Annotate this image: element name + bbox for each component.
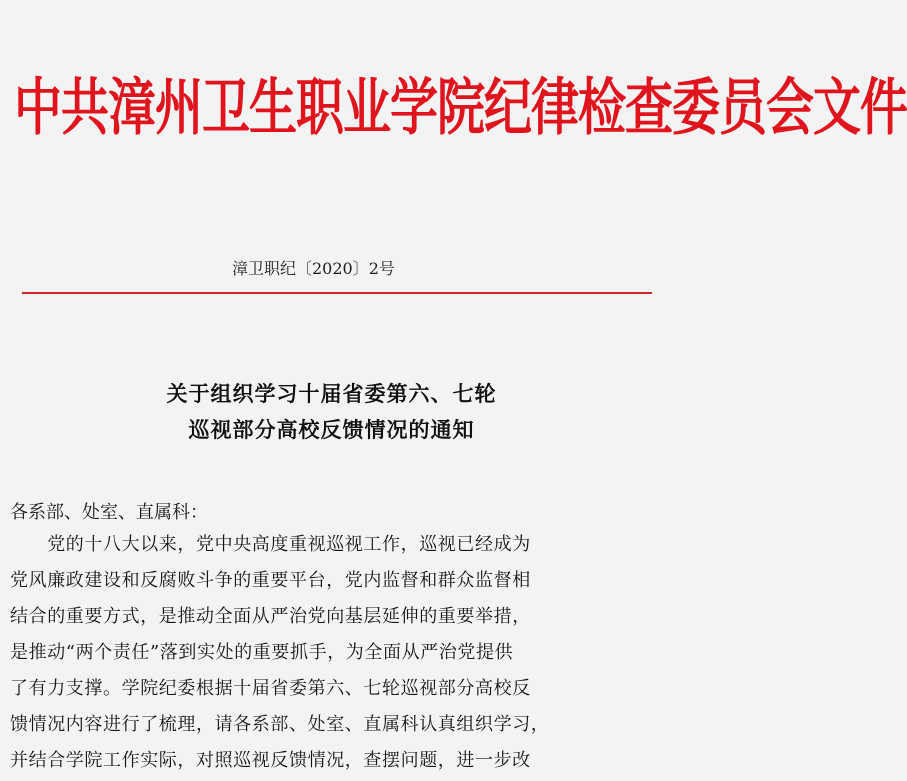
header-red-rule — [22, 292, 652, 294]
body-line-5: 了有力支撑。学院纪委根据十届省委第六、七轮巡视部分高校反 — [10, 678, 531, 699]
salutation: 各系部、处室、直属科： — [10, 502, 208, 523]
notice-title-line-1: 关于组织学习十届省委第六、七轮 — [166, 381, 497, 406]
body-line-4: 是推动“两个责任”落到实处的重要抓手，为全面从严治党提供 — [10, 642, 514, 663]
body-line-6: 馈情况内容进行了梳理，请各系部、处室、直属科认真组织学习， — [10, 714, 550, 735]
bleed-through — [0, 6, 663, 27]
body-line-1: 党的十八大以来，党中央高度重视巡视工作，巡视已经成为 — [10, 534, 531, 555]
document-number: 漳卫职纪〔2020〕2号 — [232, 259, 395, 278]
notice-title-line-2: 巡视部分高校反馈情况的通知 — [188, 417, 475, 442]
body-line-3: 结合的重要方式，是推动全面从严治党向基层延伸的重要举措， — [10, 606, 531, 627]
document-header-title: 中共漳州卫生职业学院纪律检查委员会文件 — [14, 72, 907, 144]
body-line-2: 党风廉政建设和反腐败斗争的重要平台，党内监督和群众监督相 — [10, 570, 531, 591]
body-line-7: 并结合学院工作实际，对照巡视反馈情况，查摆问题，进一步改 — [10, 750, 531, 771]
